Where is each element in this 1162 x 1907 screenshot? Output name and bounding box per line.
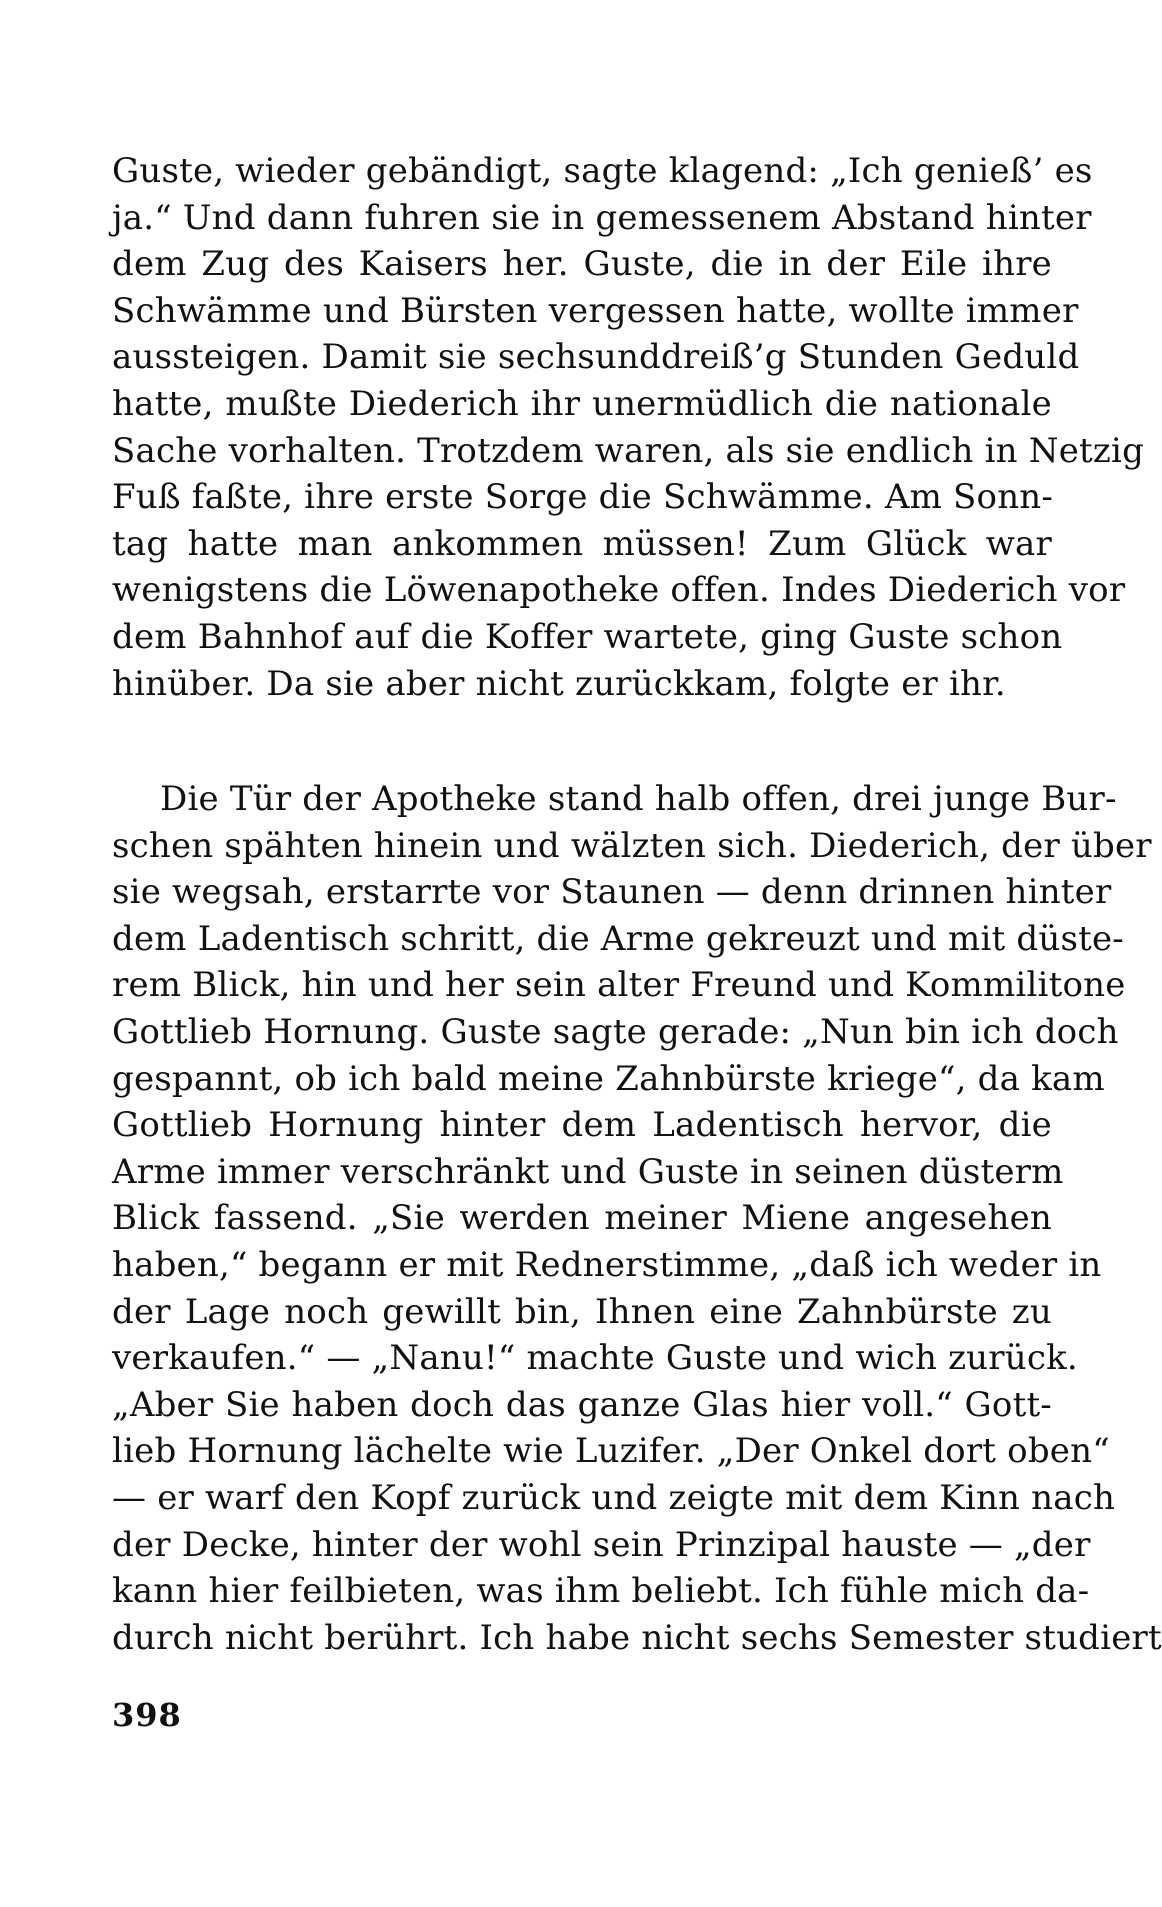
text-line: hinüber. Da sie aber nicht zurückkam, folgte er ihr. (112, 663, 1006, 704)
text-line: dem Ladentisch schritt, die Arme gekreuzt und mit düste- (112, 918, 1124, 959)
text-line: sie wegsah, erstarrte vor Staunen — denn drinnen hinter (112, 872, 1112, 913)
text-line: aussteigen. Damit sie sechsunddreiß’g Stunden Geduld (112, 337, 1080, 378)
text-line: wenigstens die Löwenapotheke offen. Indes Diederich vor (112, 570, 1126, 611)
text-line: Guste, wieder gebändigt, sagte klagend: „Ich genieß’ es (112, 151, 1093, 191)
text-line: lieb Hornung lächelte wie Luzifer. „Der Onkel dort oben“ (112, 1431, 1110, 1472)
text-line: verkaufen.“ — „Nanu!“ machte Guste und wich zurück. (112, 1338, 1078, 1379)
text-line: Arme immer verschränkt und Guste in seinen düsterm (112, 1151, 1064, 1192)
text-line: „Aber Sie haben doch das ganze Glas hier voll.“ Gott- (112, 1384, 1052, 1425)
text-line: der Lage noch gewillt bin, Ihnen eine Zahnbürste zu (112, 1291, 1052, 1332)
text-line: Die Tür der Apotheke stand halb offen, drei junge Bur- (160, 779, 1117, 819)
text-line: rem Blick, hin und her sein alter Freund und Kommilitone (112, 965, 1126, 1006)
text-line: gespannt, ob ich bald meine Zahnbürste kriege“, da kam (112, 1058, 1105, 1099)
text-line: tag hatte man ankommen müssen! Zum Glück war (112, 523, 1052, 564)
paragraph-2 (112, 776, 1162, 1661)
page-number: 398 (112, 1696, 182, 1734)
text-line: Gottlieb Hornung hinter dem Ladentisch hervor, die (112, 1105, 1052, 1146)
text-line: der Decke, hinter der wohl sein Prinzipal hauste — „der (112, 1524, 1091, 1565)
text-line: hatte, mußte Diederich ihr unermüdlich die nationale (112, 383, 1052, 424)
text-line: dem Bahnhof auf die Koffer wartete, ging Guste schon (112, 616, 1063, 657)
text-line: kann hier feilbieten, was ihm beliebt. Ich fühle mich da- (112, 1571, 1090, 1612)
text-line: Blick fassend. „Sie werden meiner Miene angesehen (112, 1198, 1052, 1239)
text-line: Fuß faßte, ihre erste Sorge die Schwämme. Am Sonn- (112, 477, 1054, 518)
text-line: schen spähten hinein und wälzten sich. Diederich, der über (112, 825, 1152, 866)
text-line: haben,“ begann er mit Rednerstimme, „daß ich weder in (112, 1244, 1102, 1285)
text-line: Gottlieb Hornung. Guste sagte gerade: „Nun bin ich doch (112, 1011, 1119, 1052)
text-line: dem Zug des Kaisers her. Guste, die in der Eile ihre (112, 244, 1052, 285)
text-line: Sache vorhalten. Trotzdem waren, als sie endlich in Netzig (112, 430, 1145, 471)
text-line: Schwämme und Bürsten vergessen hatte, wollte immer (112, 290, 1079, 331)
paragraph-1 (112, 148, 1145, 707)
text-line: ja.“ Und dann fuhren sie in gemessenem Abstand hinter (112, 197, 1092, 238)
text-line: — er warf den Kopf zurück und zeigte mit dem Kinn nach (112, 1477, 1116, 1518)
text-line: durch nicht berührt. Ich habe nicht sechs Semester studiert (112, 1617, 1162, 1658)
